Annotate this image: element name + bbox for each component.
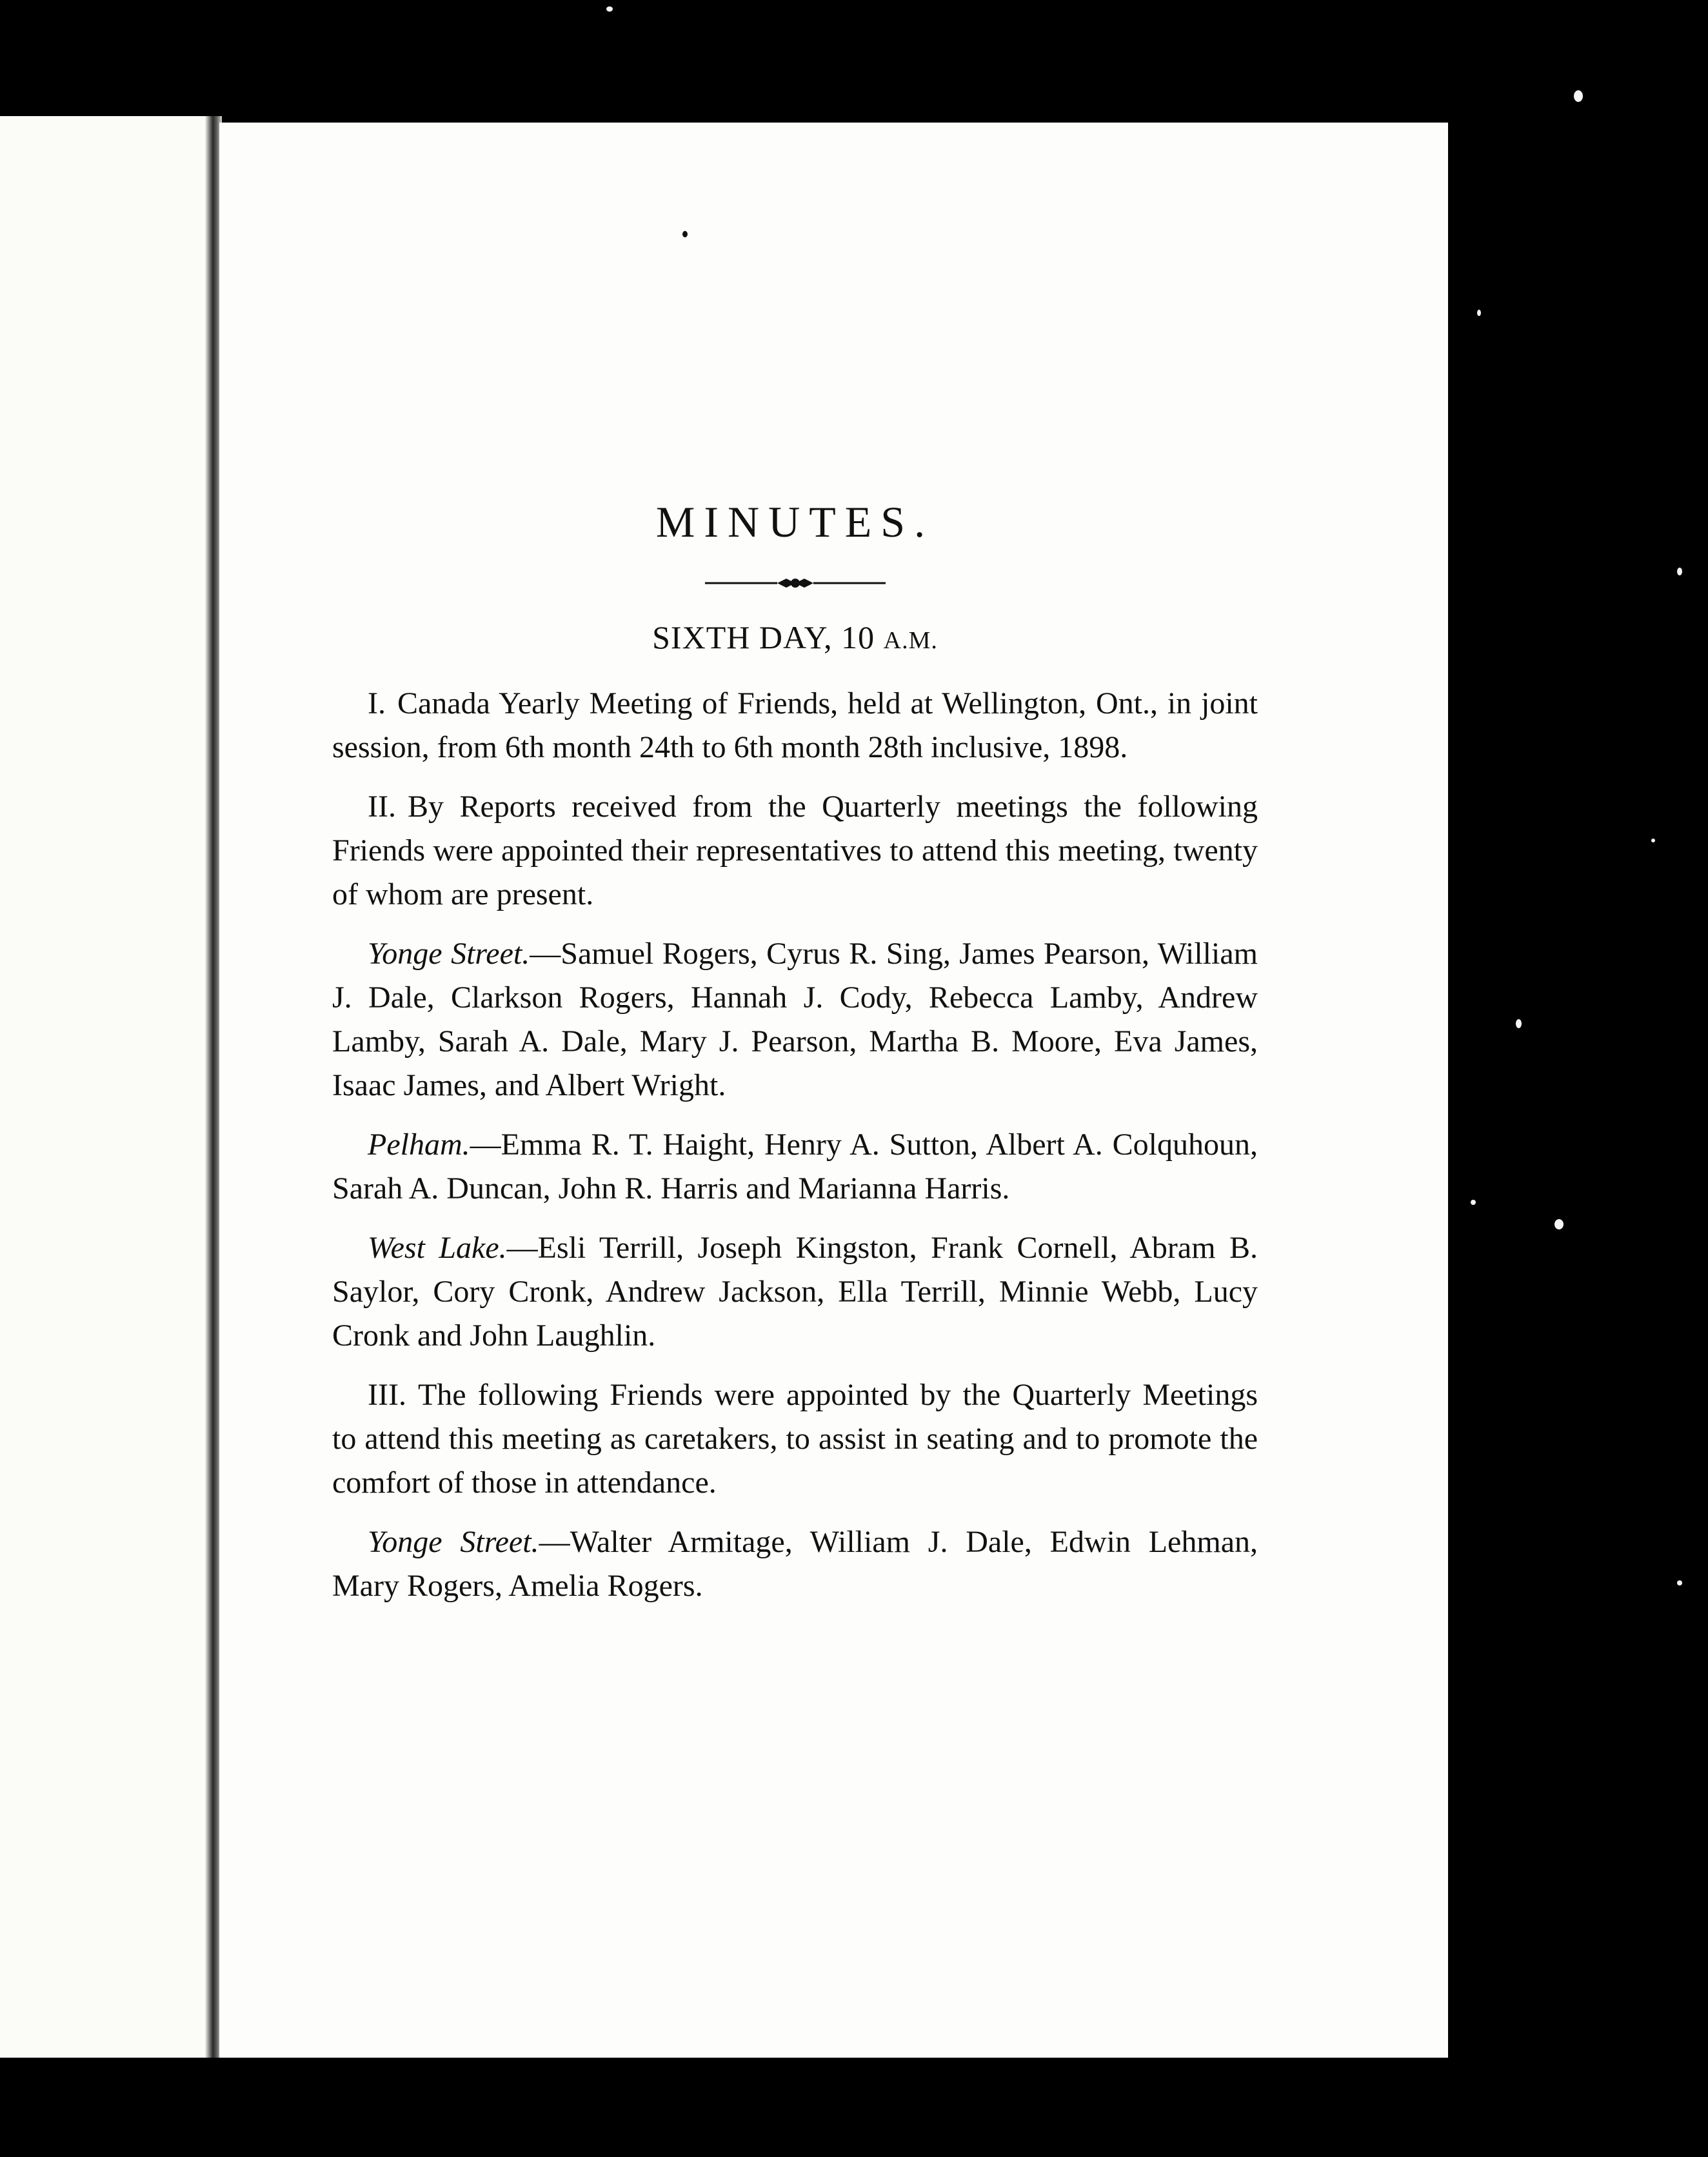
dust-speck [1477, 310, 1481, 316]
session-time-number: 10 [841, 619, 875, 655]
names-list: —Emma R. T. Haight, Henry A. Sutton, Albert A. Colquhoun, Sarah A. Duncan, John R. Harris and Marianna Harris. [332, 1128, 1258, 1206]
place-name: Yonge Street. [368, 1525, 539, 1559]
names-list: —Esli Terrill, Joseph Kingston, Frank Cornell, Abram B. Saylor, Cory Cronk, Andrew Jackson, Ella Terrill, Minnie Webb, Lucy Cronk and John Laughlin. [332, 1231, 1258, 1353]
caretakers-yonge-street [332, 1520, 1258, 1608]
ornamental-rule [705, 573, 886, 593]
page-title: MINUTES. [655, 497, 935, 546]
paragraph-number: III. [368, 1378, 406, 1412]
page-content [332, 497, 1258, 1624]
session-day: SIXTH DAY, [652, 619, 833, 655]
names-list: —Samuel Rogers, Cyrus R. Sing, James Pearson, William J. Dale, Clarkson Rogers, Hannah J. Cody, Rebecca Lamby, Andrew Lamby, Sarah A. Dale, Mary J. Pearson, Martha B. Moore, Eva James, Isaac James, and Albert Wright. [332, 937, 1258, 1102]
representatives-yonge-street [332, 932, 1258, 1108]
facing-page-edge [0, 116, 213, 2058]
paragraph-text: By Reports received from the Quarterly meetings the following Friends were appointed their representatives to attend this meeting, twenty of whom are present. [332, 790, 1258, 911]
minute-paragraph [332, 1373, 1258, 1505]
dust-speck [1677, 1580, 1682, 1585]
session-time-suffix: A.M. [883, 627, 938, 654]
dust-speck [1516, 1019, 1522, 1028]
place-name: Yonge Street. [368, 937, 530, 971]
paragraph-text: The following Friends were appointed by the Quarterly Meetings to attend this meeting as caretakers, to assist in seating and to promote the comfort of those in attendance. [332, 1378, 1258, 1500]
minute-paragraph [332, 785, 1258, 917]
paragraph-text: Canada Yearly Meeting of Friends, held at Wellington, Ont., in joint session, from 6th month 24th to 6th month 28th inclusive, 1898. [332, 686, 1258, 764]
session-heading [332, 619, 1258, 656]
representatives-pelham [332, 1123, 1258, 1211]
book-page [219, 123, 1448, 2058]
place-name: West Lake. [368, 1231, 507, 1265]
dust-speck [1677, 568, 1682, 575]
minute-paragraph [332, 682, 1258, 770]
place-name: Pelham. [368, 1128, 470, 1162]
paragraph-number: II. [368, 790, 396, 824]
dust-speck [1471, 1200, 1476, 1205]
paragraph-number: I. [368, 686, 386, 721]
dust-speck [1651, 839, 1655, 842]
names-list: —Walter Armitage, William J. Dale, Edwin Lehman, Mary Rogers, Amelia Rogers. [332, 1525, 1258, 1603]
representatives-west-lake [332, 1226, 1258, 1358]
dust-speck [1574, 90, 1583, 102]
ink-speck [682, 231, 688, 237]
dust-speck [606, 6, 613, 12]
dust-speck [1554, 1219, 1564, 1229]
